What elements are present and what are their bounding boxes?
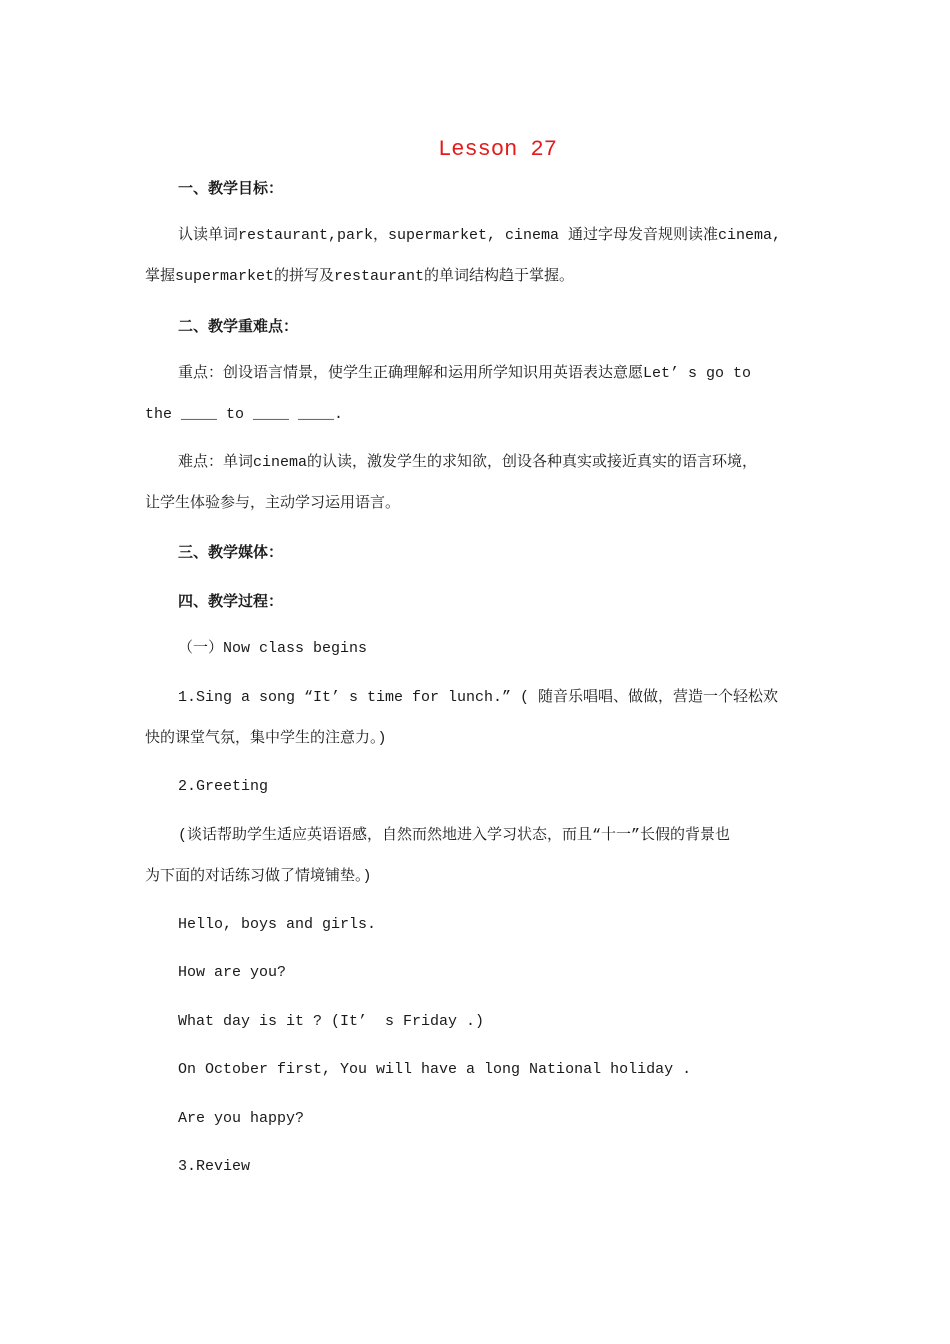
review-item: 3.Review [178,1158,251,1175]
greeting-note-line-1: (谈话帮助学生适应英语语感，自然而然地进入学习状态，而且“十一”长假的背景也 [178,827,731,844]
goal-text-line-1: 认读单词restaurant,park，supermarket, cinema 通过字母发音规则读准cinema, [178,227,782,244]
greeting-item: 2.Greeting [178,778,269,795]
greeting-note-line-2: 为下面的对话练习做了情境铺垫。) [145,868,372,885]
dialog-line: What day is it ? (It’ s Friday .) [178,1013,485,1030]
dialog-line: On October first, You will have a long National holiday . [178,1061,692,1078]
difficulty-line-1: 难点：单词cinema的认读，激发学生的求知欲，创设各种真实或接近真实的语言环境， [178,454,758,471]
key-points-heading: 二、教学重难点： [178,317,299,335]
lesson-title: Lesson 27 [438,137,557,162]
process-heading: 四、教学过程： [178,592,284,610]
goal-heading: 一、教学目标： [178,179,284,197]
step-one: （一）Now class begins [178,640,368,657]
dialog-line: How are you? [178,964,287,981]
song-line-1: 1.Sing a song “It’ s time for lunch.” ( 随音乐唱唱、做做，营造一个轻松欢 [178,689,779,706]
difficulty-line-2: 让学生体验参与，主动学习运用语言。 [145,495,401,512]
dialog-line: Are you happy? [178,1110,305,1127]
goal-text-line-2: 掌握supermarket的拼写及restaurant的单词结构趋于掌握。 [145,268,575,285]
song-line-2: 快的课堂气氛，集中学生的注意力。) [145,730,387,747]
media-heading: 三、教学媒体： [178,543,284,561]
dialog-line: Hello, boys and girls. [178,916,377,933]
key-point-line-2: the ____ to ____ ____. [145,406,344,423]
key-point-line-1: 重点：创设语言情景，使学生正确理解和运用所学知识用英语表达意愿Let’ s go to [178,365,752,382]
